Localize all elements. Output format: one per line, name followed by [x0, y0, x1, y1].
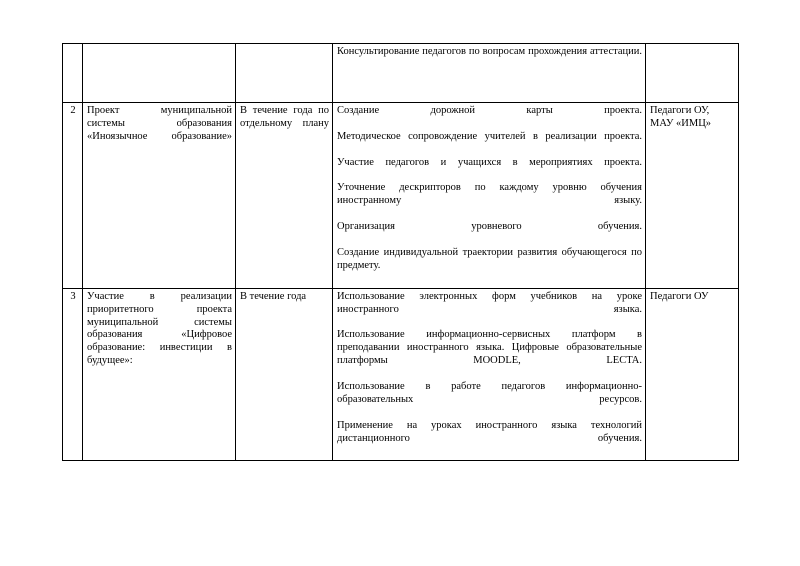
content-line: Создание индивидуальной траектории развития обучающегося по предмету. [337, 246, 642, 271]
row-number: 3 [70, 290, 76, 302]
content-line: Использование в работе педагогов информационно-образовательных ресурсов. [337, 381, 642, 405]
term-cell [236, 288, 333, 461]
content-line: Создание дорожной карты проекта. [337, 105, 642, 116]
row-number-cell [63, 103, 83, 289]
content-line: Методическое сопровождение учителей в реализации проекта. [337, 130, 642, 142]
table-row [63, 44, 739, 103]
content-line: Применение на уроках иностранного языка технологий дистанционного обучения. [337, 419, 642, 444]
responsible-cell [646, 44, 739, 103]
responsible-text: Педагоги ОУ [650, 290, 709, 302]
responsible-cell [646, 103, 739, 289]
event-text: Участие в реализации приоритетного проекта муниципальной системы образования «Цифровое образование: инвестиции в будущее»: [87, 290, 232, 367]
term-text: В течение года [240, 290, 307, 302]
event-cell [83, 44, 236, 103]
event-cell [83, 103, 236, 289]
content-cell [333, 103, 646, 289]
term-text: В течение года по отдельному плану [240, 105, 329, 129]
event-cell [83, 288, 236, 461]
row-number-cell [63, 44, 83, 103]
table-row [63, 288, 739, 461]
content-line: Консультирование педагогов по вопросам прохождения аттестации. [337, 46, 642, 57]
content-line: Использование информационно-сервисных платформ в преподавании иностранного языка. Цифровые образовательные платформы MOODLE, LECTA. [337, 329, 642, 367]
content-cell [333, 44, 646, 103]
content-line: Уточнение дескрипторов по каждому уровню обучения иностранному языку. [337, 182, 642, 207]
content-line: Участие педагогов и учащихся в мероприятиях проекта. [337, 156, 642, 168]
event-text [87, 46, 232, 59]
responsible-text: Педагоги ОУ, МАУ «ИМЦ» [650, 105, 712, 129]
responsible-cell [646, 288, 739, 461]
event-text: Проект муниципальной системы образования «Иноязычное образование» [87, 105, 232, 142]
term-cell [236, 44, 333, 103]
plan-table [62, 43, 739, 461]
row-number-cell [63, 288, 83, 461]
term-text [240, 46, 329, 59]
content-line: Организация уровневого обучения. [337, 221, 642, 233]
row-number: 2 [70, 105, 76, 116]
content-cell [333, 288, 646, 461]
term-cell [236, 103, 333, 289]
content-line: Использование электронных форм учебников на уроке иностранного языка. [337, 290, 642, 315]
table-row [63, 103, 739, 289]
